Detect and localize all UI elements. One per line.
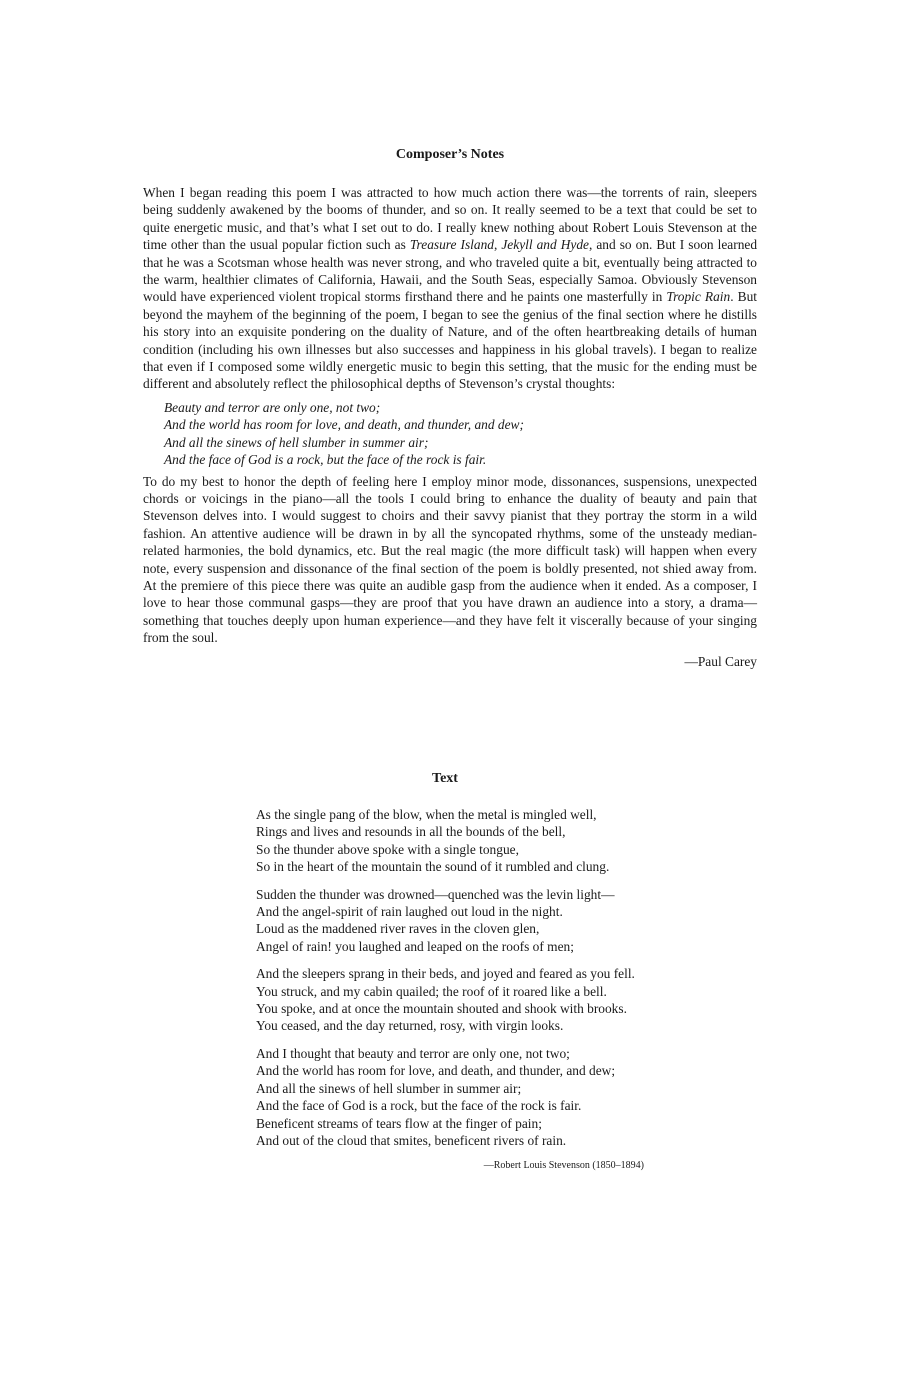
poem-line: Sudden the thunder was drowned—quenched was the levin light— [256, 886, 615, 902]
poem-line: And I thought that beauty and terror are only one, not two; [256, 1045, 570, 1061]
quote-line: Beauty and terror are only one, not two; [164, 399, 381, 415]
notes-p1-text-d: . But beyond the mayhem of the beginning of the poem, I began to see the genius of the final section where he distills his story into an exquisite pondering on the duality of Nature, and of the often heartbreaking details of human condition (including his own illnesses but also successes and happiness in his global travels). I began to realize that even if I composed some wildly energetic music to begin this setting, that the music for the ending must be different and absolutely reflect the philosophical depths of Stevenson’s crystal thoughts: [143, 289, 758, 392]
notes-signature: —Paul Carey [684, 653, 757, 669]
notes-p1-text-a: When I began reading this poem I was attracted to how much action there was—the torrents of rain, sleepers being suddenly awakened by the booms of thunder, and so on. It really seemed to be a text that could be set to quite energetic music, and that’s what I set out to do. I really knew nothing about Robert Louis Stevenson at the time other than the usual popular fiction such as [143, 185, 757, 253]
poem-stanza [256, 965, 644, 1035]
poem-text-section [256, 770, 644, 1173]
poem-text-title: Text [432, 771, 458, 786]
poem-line: So the thunder above spoke with a single tongue, [256, 841, 519, 857]
notes-p1-title-treasure-island: Treasure Island [409, 237, 494, 253]
poem-line: And the face of God is a rock, but the face of the rock is fair. [256, 1098, 582, 1114]
poem-line: And the angel-spirit of rain laughed out loud in the night. [256, 904, 563, 920]
composers-notes-title: Composer’s Notes [395, 147, 505, 162]
poem-line: As the single pang of the blow, when the metal is mingled well, [256, 807, 597, 822]
poem-line: Beneficent streams of tears flow at the finger of pain; [256, 1115, 542, 1131]
poem-line: And out of the cloud that smites, beneficent rivers of rain. [256, 1132, 567, 1148]
poem-line: You ceased, and the day returned, rosy, with virgin looks. [256, 1018, 564, 1034]
composers-notes-section [143, 146, 757, 670]
poem-attribution: —Robert Louis Stevenson (1850–1894) [483, 1160, 644, 1172]
notes-p1-title-tropic-rain: Tropic Rain [666, 289, 731, 305]
poem-line: Rings and lives and resounds in all the bounds of the bell, [256, 824, 566, 840]
poem-line: And the sleepers sprang in their beds, and joyed and feared as you fell. [256, 966, 635, 982]
poem-line: And all the sinews of hell slumber in summer air; [256, 1080, 522, 1096]
notes-paragraph-1 [143, 184, 757, 393]
poem-line: You spoke, and at once the mountain shouted and shook with brooks. [256, 1001, 627, 1017]
poem-line: And the world has room for love, and death, and thunder, and dew; [256, 1063, 616, 1079]
notes-quote-block [164, 399, 757, 469]
poem-line: You struck, and my cabin quailed; the roof of it roared like a bell. [256, 983, 607, 999]
quote-line: And the world has room for love, and death, and thunder, and dew; [164, 417, 524, 433]
poem-stanza [256, 1045, 644, 1149]
quote-line: And the face of God is a rock, but the face of the rock is fair. [164, 452, 487, 468]
poem-line: Loud as the maddened river raves in the cloven glen, [256, 921, 540, 937]
poem-stanza [256, 886, 644, 956]
poem-stanza [256, 806, 644, 876]
notes-p1-text-c: , and so on. But I soon learned that he was a Scotsman whose health was never strong, and who traveled quite a bit, eventually being attracted to the warm, healthier climates of California, Hawaii, and the South Seas, especially Samoa. Obviously Stevenson would have experienced violent tropical storms firsthand there and he paints one masterfully in [143, 237, 758, 305]
notes-p1-title-jekyll-hyde: Jekyll and Hyde [501, 237, 589, 253]
notes-paragraph-2: To do my best to honor the depth of feeling here I employ minor mode, dissonances, suspensions, unexpected chords or voicings in the piano—all the tools I could bring to enhance the duality of beauty and pain that Stevenson delves into. I would suggest to choirs and their savvy pianist that they portray the storm in a wild fashion. An attentive audience will be drawn in by all the syncopated rhythms, some of the unsteady median-related harmonies, the bold dynamics, etc. But the real magic (the more difficult task) will happen when every note, every suspension and dissonance of the final section of the poem is boldly presented, not shied away from. At the premiere of this piece there was quite an audible gasp from the audience when it ended. As a composer, I love to hear those communal gasps—they are proof that you have drawn an audience into a story, a drama—something that touches deeply upon human experience—and they have felt it viscerally because of your singing from the soul. [143, 473, 757, 646]
notes-p1-text-b: , [493, 237, 502, 253]
quote-line: And all the sinews of hell slumber in summer air; [164, 434, 429, 450]
poem-line: Angel of rain! you laughed and leaped on the roofs of men; [256, 938, 574, 954]
poem-line: So in the heart of the mountain the sound of it rumbled and clung. [256, 859, 610, 875]
